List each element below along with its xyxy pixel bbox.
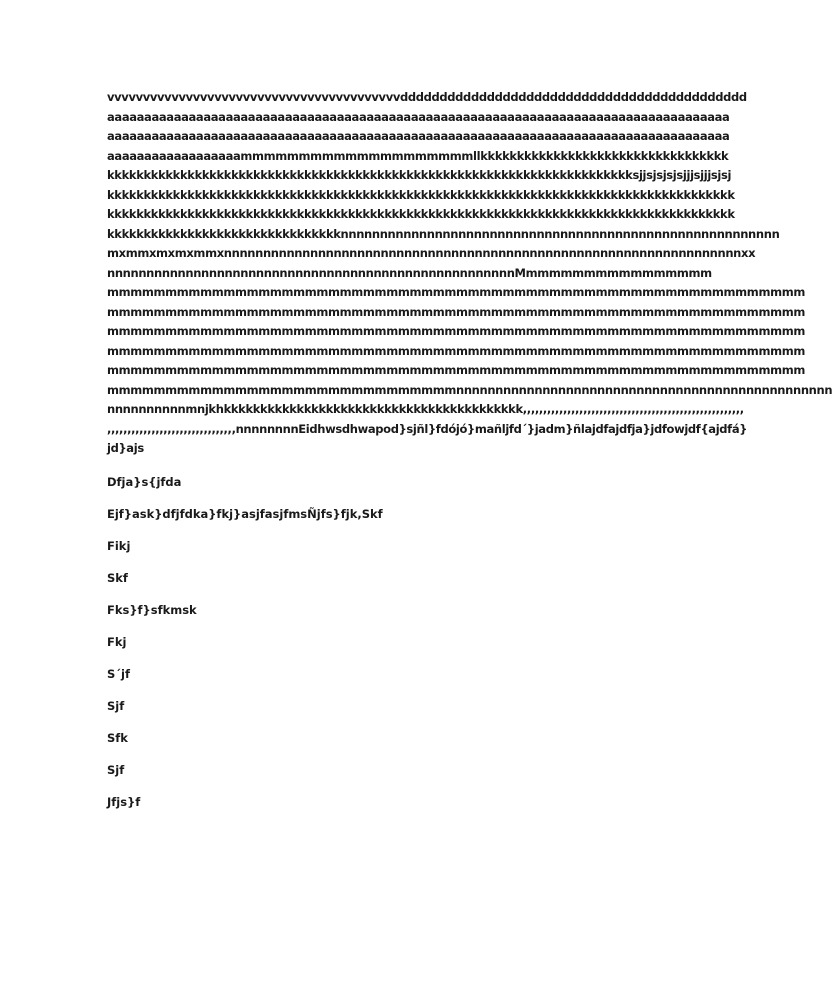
paragraph: S´jf [107, 666, 130, 681]
text-block [107, 88, 832, 459]
paragraph: Fkj [107, 634, 127, 649]
paragraph: Sfk [107, 730, 128, 745]
paragraph: Sjf [107, 762, 125, 777]
paragraph: Skf [107, 570, 128, 585]
text-line: nnnnnnnnnnmnjkhkkkkkkkkkkkkkkkkkkkkkkkkkkkkkkkkkkkkkkkkk,,,,,,,,,,,,,,,,,,,,,,,,,,,,,,,,,,,,,,,,,,,,,,,,,,,,,,, [107, 402, 744, 416]
text-line: ,,,,,,,,,,,,,,,,,,,,,,,,,,,,,,,,nnnnnnnnEidhwsdhwapod}sjñl}fdójó}mañljfd´}jadm}ñlajdfajdfja}jdfowjdf{ajdfá} [107, 421, 748, 436]
text-line: mxmmxmxmxmmxnnnnnnnnnnnnnnnnnnnnnnnnnnnnnnnnnnnnnnnnnnnnnnnnnnnnnnnnnnnnnnnnnnxx [107, 246, 756, 260]
paragraph: Sjf [107, 698, 125, 713]
paragraph: Fikj [107, 538, 131, 553]
text-line: nnnnnnnnnnnnnnnnnnnnnnnnnnnnnnnnnnnnnnnnnnnnnnnnnnnnMmmmmmmmmmmmmmmmm [107, 265, 712, 280]
text-line: kkkkkkkkkkkkkkkkkkkkkkkkkkkkkkkkkkkkkkkkkkkkkkkkkkkkkkkkkkkkkkkkkkkkkkkkkkkkkkkkkkkkkk [107, 187, 735, 202]
text-line: mmmmmmmmmmmmmmmmmmmmmmmmmmmmmmmmmmmmmmmmmmmmmmmmmmmmmmmmmmmm [107, 304, 805, 319]
text-line: kkkkkkkkkkkkkkkkkkkkkkkkkkkkkkkkkkkkkkkkkkkkkkkkkkkkkkkkkkkkkkkkkkkkkkkkkkkkkkkkkkkkkk [107, 207, 735, 221]
paragraph: Jfjs}f [107, 794, 141, 809]
paragraph: Dfja}s{jfda [107, 474, 182, 489]
document-body [107, 88, 832, 824]
text-line: kkkkkkkkkkkkkkkkkkkkkkkkkkkkkkkkkkkkkkkkkkkkkkkkkkkkkkkkkkkkkkkkkkkkkkkksjjsjsjsjsjjjsjjjsjsj [107, 168, 732, 182]
text-line: mmmmmmmmmmmmmmmmmmmmmmmmmmmmmmmmmmmmmmmmmmmmmmmmmmmmmmmmmmmm [107, 343, 805, 358]
text-line: aaaaaaaaaaaaaaaaaaaaaaaaaaaaaaaaaaaaaaaaaaaaaaaaaaaaaaaaaaaaaaaaaaaaaaaaaaaaaaaaaaaa [107, 109, 730, 124]
text-line: aaaaaaaaaaaaaaaaaammmmmmmmmmmmmmmmmmmmllkkkkkkkkkkkkkkkkkkkkkkkkkkkkkkkkkk [107, 148, 729, 163]
text-line: vvvvvvvvvvvvvvvvvvvvvvvvvvvvvvvvvvvvvvvvvdddddddddddddddddddddddddddddddddddddddddddd [107, 90, 747, 104]
text-line: jd}ajs [107, 441, 144, 455]
text-line: kkkkkkkkkkkkkkkkkkkkkkkkkkkkkkkknnnnnnnnnnnnnnnnnnnnnnnnnnnnnnnnnnnnnnnnnnnnnnnnnnnnnnnn [107, 226, 780, 241]
paragraph: Fks}f}sfkmsk [107, 602, 197, 617]
text-line: mmmmmmmmmmmmmmmmmmmmmmmmmmmmmmmmmmmmmmmmmmmmmmmmmmmmmmmmmmmm [107, 324, 805, 338]
text-line: mmmmmmmmmmmmmmmmmmmmmmmmmmmmmmmmmmmmmmmmmmmmmmmmmmmmmmmmmmmm [107, 363, 805, 377]
text-line: mmmmmmmmmmmmmmmmmmmmmmmmmmmmmmmmmmmmmmmmmmmmmmmmmmmmmmmmmmmm [107, 285, 805, 299]
text-line: aaaaaaaaaaaaaaaaaaaaaaaaaaaaaaaaaaaaaaaaaaaaaaaaaaaaaaaaaaaaaaaaaaaaaaaaaaaaaaaaaaaa [107, 129, 730, 143]
paragraph: Ejf}ask}dfjfdka}fkj}asjfasjfmsÑjfs}fjk,Skf [107, 506, 383, 521]
text-line: mmmmmmmmmmmmmmmmmmmmmmmmmmmmmmnnnnnnnnnnnnnnnnnnnnnnnnnnnnnnnnnnnnnnnnnnnnnnnn [107, 382, 832, 397]
